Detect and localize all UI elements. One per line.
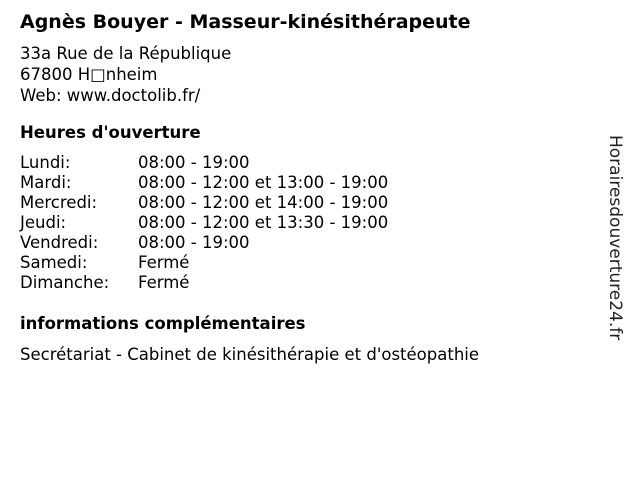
hours-day-label: Vendredi: <box>20 233 99 252</box>
additional-info-text: Secrétariat - Cabinet de kinésithérapie et d'ostéopathie <box>20 345 480 364</box>
hours-day-label: Dimanche: <box>20 273 110 292</box>
site-watermark: Horairesdouverture24.fr <box>605 135 625 341</box>
hours-time-value: 08:00 - 19:00 <box>138 233 250 252</box>
hours-time-value: 08:00 - 12:00 et 13:00 - 19:00 <box>138 173 389 192</box>
address-street: 33a Rue de la République <box>20 44 232 63</box>
website-line: Web: www.doctolib.fr/ <box>20 86 201 105</box>
hours-time-value: 08:00 - 12:00 et 13:30 - 19:00 <box>138 213 389 232</box>
address-city: 67800 H□nheim <box>20 65 158 84</box>
hours-time-value: Fermé <box>138 253 190 272</box>
hours-day-label: Mercredi: <box>20 193 98 212</box>
hours-day-label: Mardi: <box>20 173 72 192</box>
hours-day-label: Lundi: <box>20 153 71 172</box>
hours-time-value: 08:00 - 12:00 et 14:00 - 19:00 <box>138 193 389 212</box>
additional-info-heading: informations complémentaires <box>20 314 306 333</box>
hours-day-label: Samedi: <box>20 253 88 272</box>
opening-hours-heading: Heures d'ouverture <box>20 123 201 142</box>
hours-time-value: Fermé <box>138 273 190 292</box>
address-block <box>20 43 231 106</box>
hours-time-value: 08:00 - 19:00 <box>138 153 250 172</box>
hours-day-label: Jeudi: <box>20 213 67 232</box>
business-title: Agnès Bouyer - Masseur-kinésithérapeute <box>20 11 471 33</box>
